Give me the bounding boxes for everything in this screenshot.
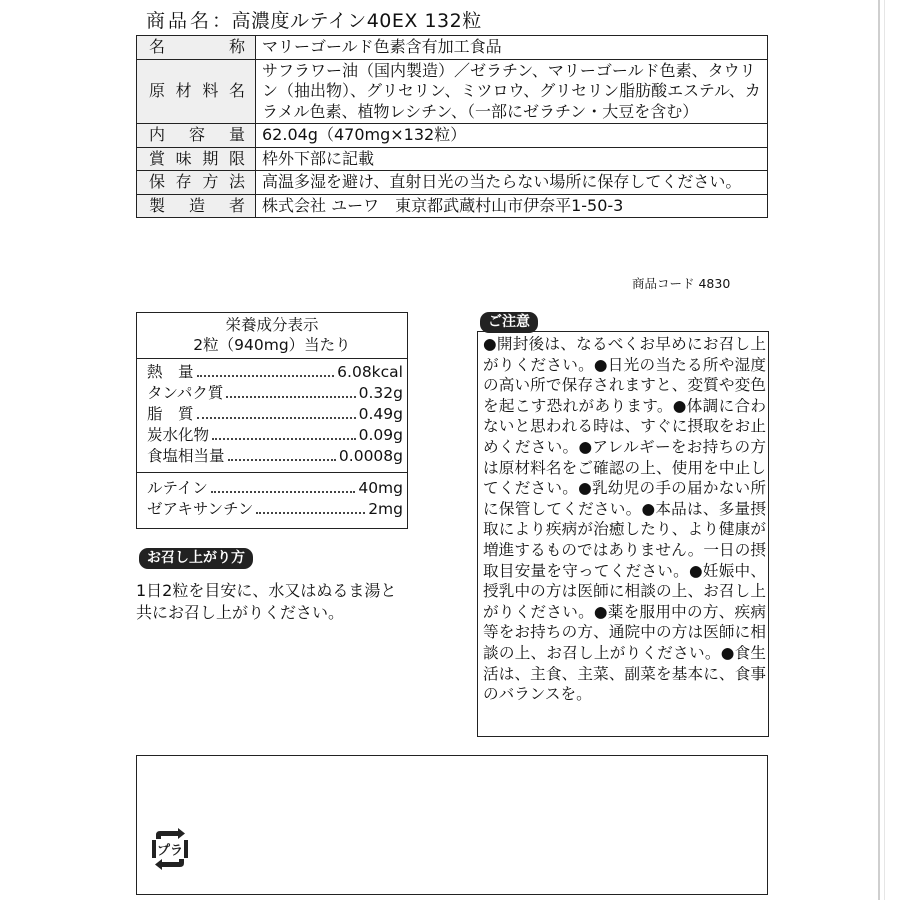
spec-key-content: 内容量: [137, 124, 256, 148]
table-row: [137, 36, 768, 60]
spec-value-ingredients: サフラワー油（国内製造）／ゼラチン、マリーゴールド色素、タウリン（抽出物）、グリセリン、ミツロウ、グリセリン脂肪酸エステル、カラメル色素、植物レシチン、（一部にゼラチン・大豆を含む）: [256, 59, 768, 124]
product-name-value: 高濃度ルテイン40EX 132粒: [231, 10, 482, 32]
table-row: [137, 194, 768, 218]
spec-value-name: マリーゴールド色素含有加工食品: [256, 36, 768, 60]
nutrition-row-zeaxanthin: [147, 499, 403, 520]
caution-text: ●開封後は、なるべくお早めにお召し上がりください。●日光の当たる所や湿度の高い所で保存されますと、変質や変色を起こす恐れがあります。●体調に合わないと思われる時は、すぐに摂取をお止めください。●アレルギーをお持ちの方は原材料名をご確認の上、使用を中止してください。●乳幼児の手の届かない所に保管してください。●本品は、多量摂取により疾病が治癒したり、より健康が増進するものではありません。一日の摂取目安量を守ってください。●妊娠中、授乳中の方は医師に相談の上、お召し上がりください。●薬を服用中の方、疾病等をお持ちの方、通院中の方は医師に相談の上、お召し上がりください。●食生活は、主食、主菜、副菜を基本に、食事のバランスを。: [477, 331, 769, 737]
spec-value-manufacturer: 株式会社 ユーワ 東京都武蔵村山市伊奈平1-50-3: [256, 194, 768, 218]
caution-title-badge: ご注意: [480, 312, 538, 333]
nutrition-name: タンパク質: [147, 384, 224, 402]
spec-key-manufacturer: 製造者: [137, 194, 256, 218]
nutrition-name: 熱 量: [147, 363, 194, 381]
nutrition-divider: [137, 472, 407, 473]
table-row: [137, 171, 768, 195]
howto-text: 1日2粒を目安に、水又はぬるま湯と共にお召し上がりください。: [136, 581, 397, 622]
nutrition-table: [136, 312, 408, 529]
nutrition-value: 2mg: [368, 500, 403, 518]
nutrition-name: 炭水化物: [147, 426, 210, 444]
leader-dots: [256, 512, 365, 514]
product-code: 商品コード 4830: [632, 276, 731, 291]
table-row: [137, 147, 768, 171]
spec-key-expiry: 賞味期限: [137, 147, 256, 171]
spec-value-expiry: 枠外下部に記載: [256, 147, 768, 171]
nutrition-value: 0.09g: [358, 426, 403, 444]
spec-key-storage: 保存方法: [137, 171, 256, 195]
nutrition-row-fat: [147, 404, 403, 425]
nutrition-value: 0.49g: [358, 405, 403, 423]
nutrition-value: 40mg: [358, 479, 403, 497]
leader-dots: [212, 438, 356, 440]
nutrition-rows: [137, 359, 407, 520]
nutrition-name: ゼアキサンチン: [147, 500, 254, 518]
product-name: [146, 6, 482, 33]
nutrition-row-protein: [147, 383, 403, 404]
nutrition-serving: 2粒（940mg）当たり: [193, 336, 351, 354]
product-name-label: 商品名: [146, 10, 213, 32]
spec-table: [136, 35, 768, 218]
spec-value-content: 62.04g（470mg×132粒）: [256, 124, 768, 148]
nutrition-row-energy: [147, 362, 403, 383]
table-row: [137, 59, 768, 124]
leader-dots: [228, 459, 336, 461]
spec-key-ingredients: 原材料名: [137, 59, 256, 124]
nutrition-value: 0.32g: [358, 384, 403, 402]
nutrition-value: 6.08kcal: [337, 363, 403, 381]
leader-dots: [211, 491, 355, 493]
leader-dots: [226, 396, 355, 398]
nutrition-header: [137, 313, 407, 359]
leader-dots: [197, 417, 356, 419]
leader-dots: [197, 375, 335, 377]
product-name-separator: ：: [212, 10, 232, 32]
nutrition-row-salt: [147, 446, 403, 467]
nutrition-row-lutein: [147, 478, 403, 499]
expiry-print-area: [136, 755, 768, 895]
table-row: [137, 124, 768, 148]
recycle-mark-text: プラ: [156, 843, 184, 859]
page-edge-line-secondary: [884, 0, 885, 900]
nutrition-value: 0.0008g: [338, 447, 403, 465]
nutrition-row-carbs: [147, 425, 403, 446]
spec-value-storage: 高温多湿を避け、直射日光の当たらない場所に保存してください。: [256, 171, 768, 195]
plastic-recycle-mark-icon: [148, 827, 192, 871]
howto-title-badge: お召し上がり方: [139, 548, 253, 569]
nutrition-title: 栄養成分表示: [225, 316, 319, 334]
page-edge-line: [878, 0, 880, 900]
nutrition-name: 食塩相当量: [147, 447, 225, 465]
nutrition-name: ルテイン: [147, 479, 208, 497]
spec-key-name: 名称: [137, 36, 256, 60]
nutrition-name: 脂 質: [147, 405, 194, 423]
